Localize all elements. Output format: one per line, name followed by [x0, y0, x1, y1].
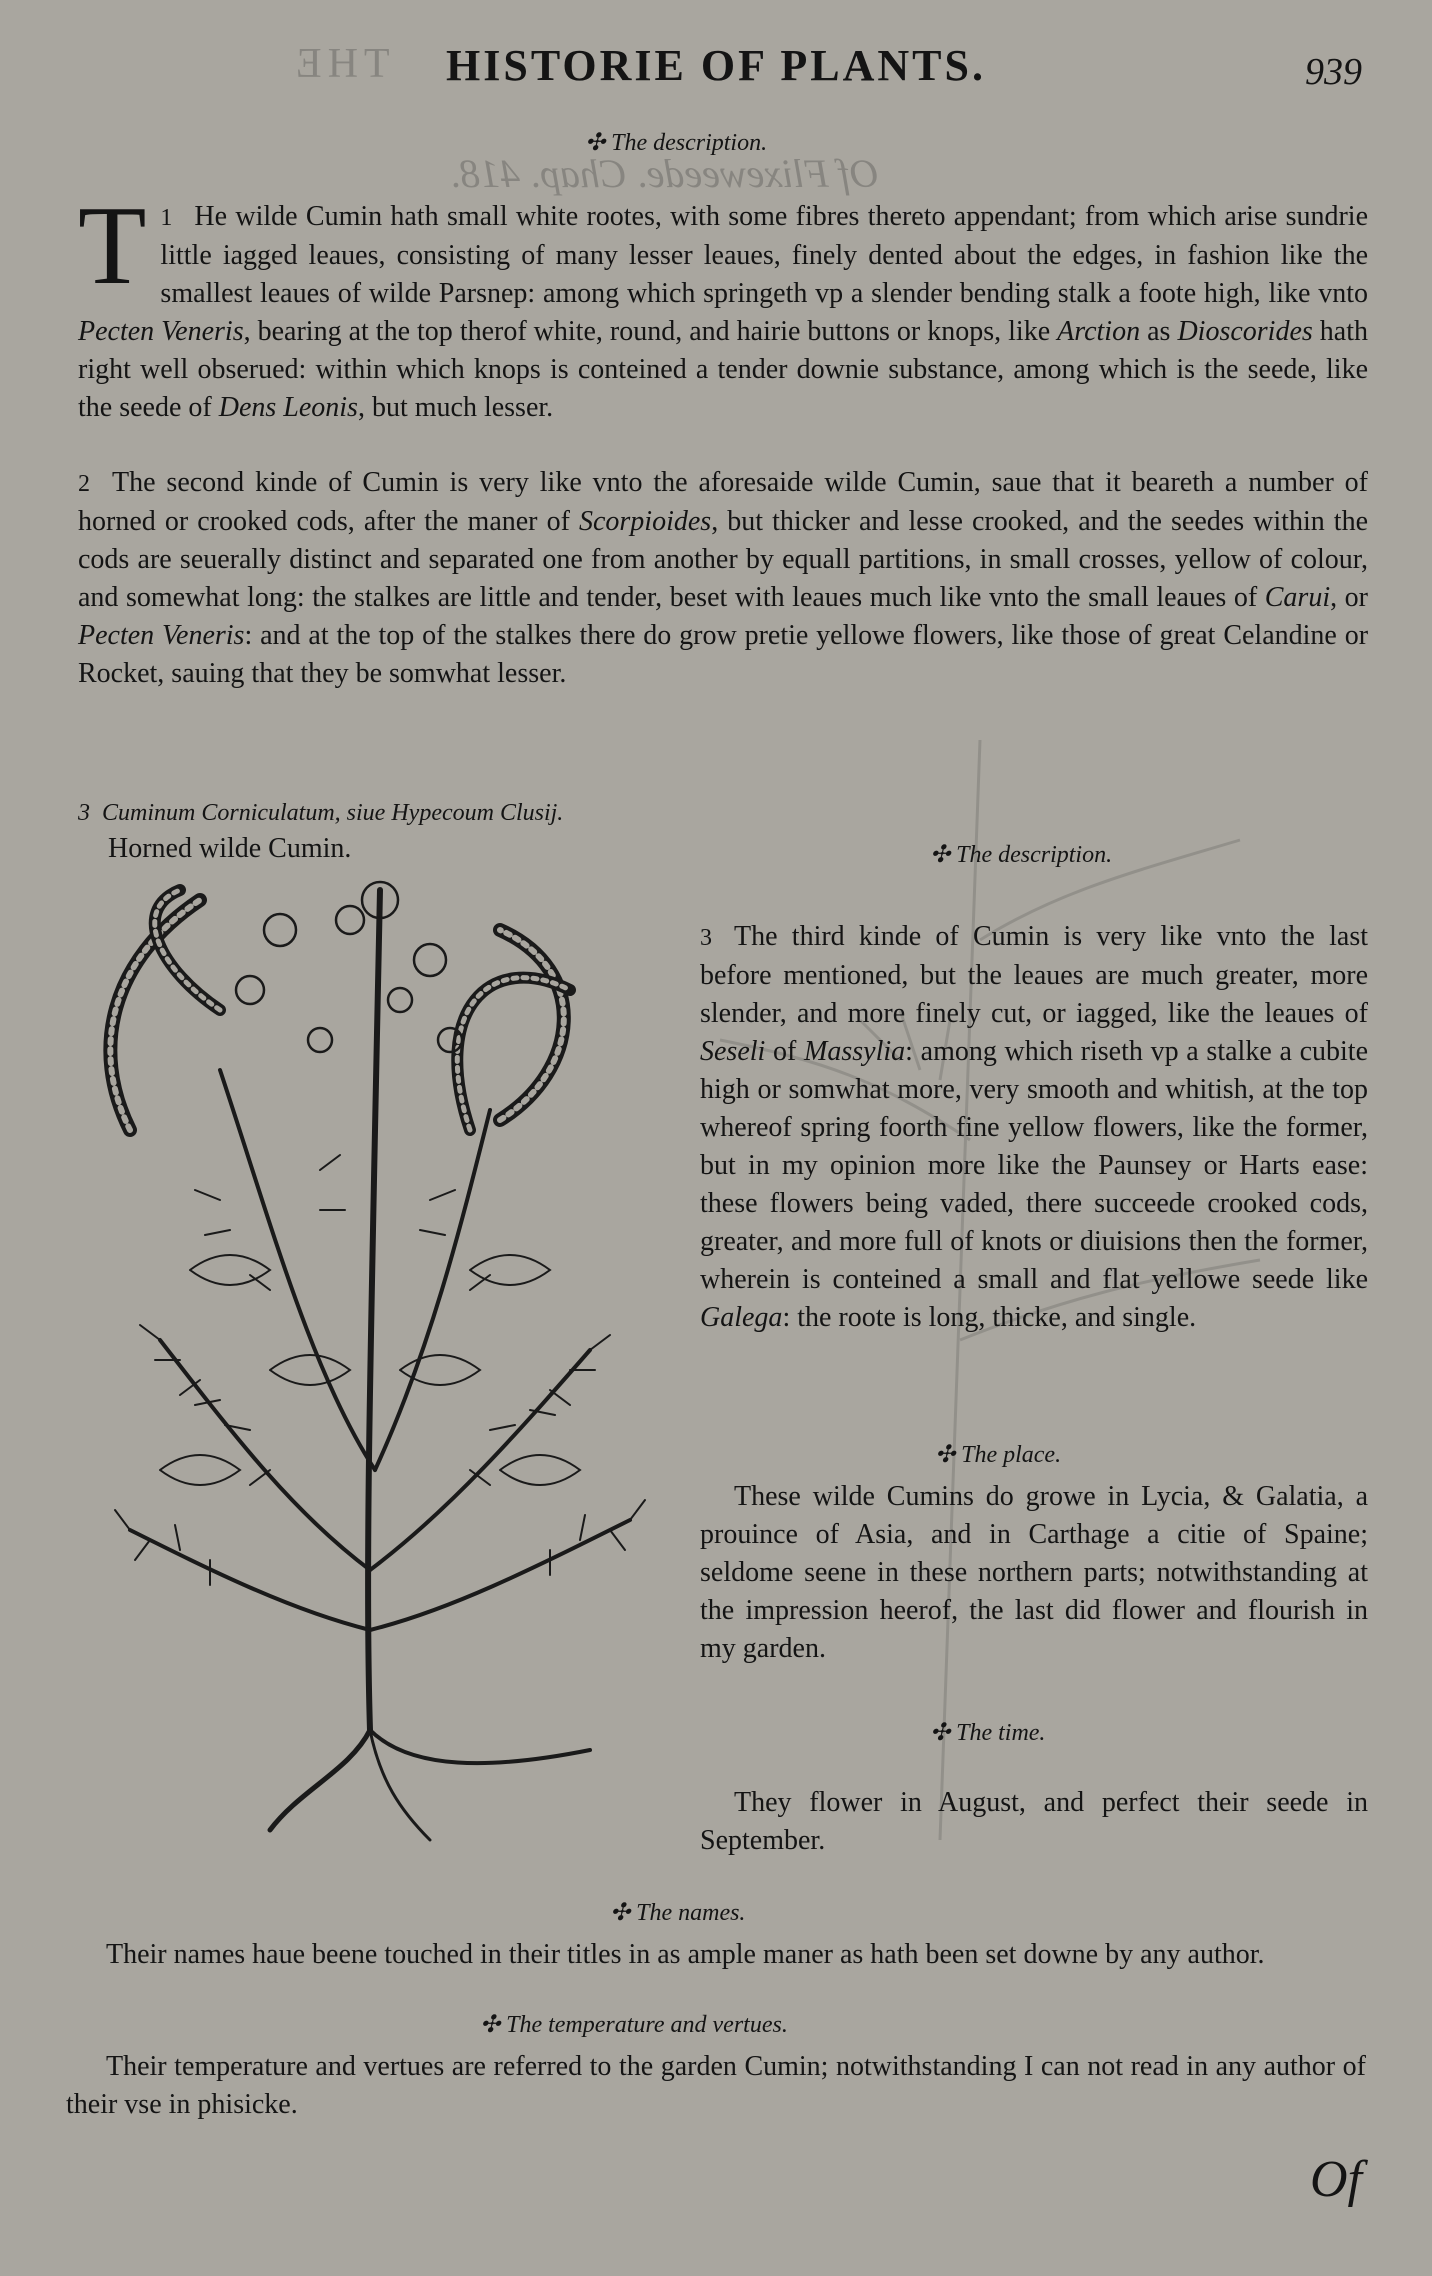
section-heading-time: ✣ The time. [930, 1720, 1046, 1746]
drop-cap: T [78, 184, 147, 308]
running-head-title: HISTORIE OF PLANTS. [446, 41, 986, 90]
section-heading-description: ✣ The description. [585, 130, 768, 156]
section-heading-temperature: ✣ The temperature and vertues. [480, 2012, 788, 2038]
catchword: Of [1310, 2151, 1362, 2208]
figure-english-name: Horned wilde Cumin. [108, 833, 352, 864]
fleuron-icon: ✣ [935, 1442, 962, 1468]
show-through-title: THE [290, 41, 390, 87]
show-through-chapter: Of Flixeweede. Chap. 418. [450, 151, 879, 196]
item-number: 3 [700, 925, 712, 951]
figure-latin-name: 3 Cuminum Corniculatum, siue Hypecoum Clusij. [78, 800, 564, 826]
time-paragraph: They flower in August, and perfect their seede in September. [700, 1787, 1368, 1856]
page-number: 939 [1305, 51, 1362, 93]
description-paragraph-3: 3 The third kinde of Cumin is very like vnto the last before mentioned, but the leaues are much greater, more slender, and more finely cut, or iagged, like the leaues of Seseli of Massylia: among which riseth vp a stalke a cubite high or somwhat more, very smooth and whitish, at the top whereof spring foorth fine yellow flowers, like the former, but in my opinion more like the Paunsey or Harts ease: these flowers being vaded, there succeede crooked cods, greater, and more full of knots or diuisions then the former, wherein is conteined a small and flat yellowe seede like Galega: the roote is long, thicke, and single. [700, 921, 1368, 1333]
description-paragraph-1: 1 T He wilde Cumin hath small white rootes, with some fibres thereto appendant; from which arise sundrie little iagged leaues, consisting of many lesser leaues, finely dented about the edges, in fashion like the smallest leaues of wilde Parsnep: among which springeth vp a slender bending stalk a foote high, like vnto Pecten Veneris, bearing at the top therof white, round, and hairie buttons or knops, like Arction as Dioscorides hath right well obserued: within which knops is conteined a tender downie substance, among which is the seede, like the seede of Dens Leonis, but much lesser. [78, 184, 1368, 423]
section-heading-description-2: ✣ The description. [930, 842, 1113, 868]
fleuron-icon: ✣ [610, 1900, 637, 1926]
figure-caption [78, 800, 563, 865]
item-number: 2 [78, 471, 90, 497]
description-paragraph-2: 2 The second kinde of Cumin is very like vnto the aforesaide wilde Cumin, saue that it beareth a number of horned or crooked cods, after the maner of Scorpioides, but thicker and lesse crooked, and the seedes within the cods are seuerally distinct and separated one from another by equall partitions, in small crosses, yellow of colour, and somewhat long: the stalkes are little and tender, beset with leaues much like vnto the small leaues of Carui, or Pecten Veneris: and at the top of the stalkes there do grow pretie yellowe flowers, like those of great Celandine or Rocket, sauing that they be somwhat lesser. [78, 467, 1369, 689]
item-number: 1 [160, 205, 173, 231]
section-heading-names: ✣ The names. [610, 1900, 746, 1926]
place-paragraph: These wilde Cumins do growe in Lycia, & Galatia, a prouince of Asia, and in Carthage a citie of Spaine; seldome seene in these northern parts; notwithstanding at the impression heerof, the last did flower and flourish in my garden. [700, 1481, 1368, 1664]
fleuron-icon: ✣ [480, 2012, 507, 2038]
section-heading-place: ✣ The place. [935, 1442, 1062, 1468]
woodcut-plant-illustration [70, 870, 670, 1850]
fleuron-icon: ✣ [930, 842, 957, 868]
fleuron-icon: ✣ [585, 130, 612, 156]
fleuron-icon: ✣ [930, 1720, 957, 1746]
temperature-paragraph: Their temperature and vertues are referred to the garden Cumin; notwithstanding I can not read in any author of their vse in phisicke. [66, 2051, 1366, 2120]
names-paragraph: Their names haue beene touched in their titles in as ample maner as hath been set downe by any author. [106, 1939, 1265, 1970]
running-head [0, 32, 1432, 92]
